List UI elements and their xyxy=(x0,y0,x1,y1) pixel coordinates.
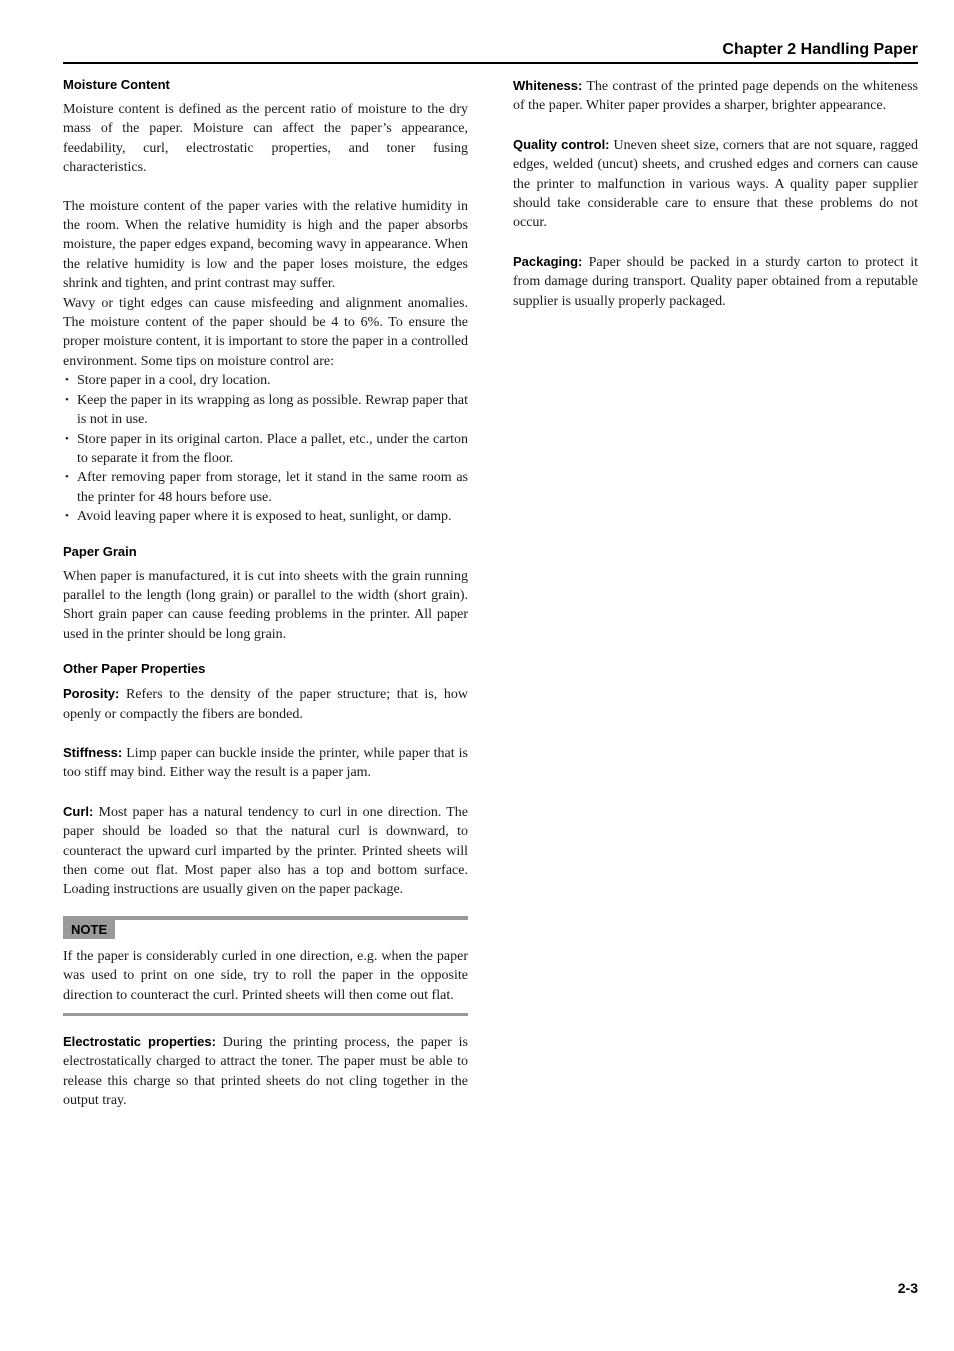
term-text: The contrast of the printed page depends on the whiteness of the paper. Whiter paper provides a sharper, brighter appearance. xyxy=(513,79,918,114)
term-label: Stiffness: xyxy=(63,744,123,760)
term-label: Curl: xyxy=(63,803,94,819)
term-text: Refers to the density of the paper structure; that is, how openly or compactly the fibers are bonded. xyxy=(63,687,468,722)
paragraph: The moisture content of the paper varies with the relative humidity in the room. When the relative humidity is high and the paper absorbs moisture, the paper edges expand, becoming wavy in appearance. When the relative humidity is low and the paper loses moisture, the edges shrink and tighten, and print contrast may suffer. xyxy=(63,198,468,292)
porosity-paragraph xyxy=(63,684,468,724)
moisture-tips-list xyxy=(63,371,468,526)
term-text: Most paper has a natural tendency to curl in one direction. The paper should be loaded so that the natural curl is downward, to counteract the upward curl imparted by the printer. Printed sheets will then come out flat. Most paper also has a top and bottom surface. Loading instructions are usually given on the paper package. xyxy=(63,804,468,898)
packaging-paragraph xyxy=(513,252,918,311)
term-label: Whiteness: xyxy=(513,78,583,93)
term-text: Limp paper can buckle inside the printer, while paper that is too stiff may bind. Either way the result is a paper jam. xyxy=(63,745,468,781)
term-text: Uneven sheet size, corners that are not square, ragged edges, welded (uncut) sheets, and crushed edges and corners can cause the printer to malfunction in various ways. A quality paper supplier should take considerable care to ensure that these problems do not occur. xyxy=(513,137,918,231)
stiffness-paragraph xyxy=(63,743,468,783)
term-label: Porosity: xyxy=(63,686,120,702)
term-label: Quality control: xyxy=(513,136,610,152)
note-box xyxy=(63,916,468,1016)
whiteness-paragraph xyxy=(513,76,918,116)
electrostatic-paragraph xyxy=(63,1032,468,1111)
paragraph: Wavy or tight edges can cause misfeeding and alignment anomalies. The moisture content of the paper should be 4 to 6%. To ensure the proper moisture content, it is important to store the paper in a controlled environment. Some tips on moisture control are: xyxy=(63,295,468,369)
section-heading-moisture: Moisture Content xyxy=(63,77,170,92)
left-column xyxy=(63,76,468,1111)
term-text: During the printing process, the paper is electrostatically charged to attract the toner. The paper must be able to release this charge so that printed sheets do not cling together in the output tray. xyxy=(63,1035,468,1109)
paragraph: Moisture content is defined as the percent ratio of moisture to the dry mass of the paper. Moisture can affect the paper’s appearance, feedability, curl, electrostatic properties, and toner fusing characteristics. xyxy=(63,102,468,176)
term-label: Electrostatic properties: xyxy=(63,1034,216,1050)
chapter-title: Chapter 2 Handling Paper xyxy=(722,41,918,58)
page-header xyxy=(63,40,918,64)
paragraph: When paper is manufactured, it is cut into sheets with the grain running parallel to the length (long grain) or parallel to the width (short grain). Short grain paper can cause feeding problems in the printer. All paper used in the printer should be long grain. xyxy=(63,568,468,642)
quality-control-paragraph xyxy=(513,135,918,233)
note-label: NOTE xyxy=(63,920,115,939)
list-item: • After removing paper from storage, let it stand in the same room as the printer for 48 hours before use. xyxy=(63,468,468,507)
list-item: • Store paper in a cool, dry location. xyxy=(63,371,468,390)
list-item: • Store paper in its original carton. Place a pallet, etc., under the carton to separate it from the floor. xyxy=(63,430,468,469)
section-heading-other: Other Paper Properties xyxy=(63,661,206,677)
right-column xyxy=(513,76,918,311)
term-label: Packaging: xyxy=(513,253,583,269)
page-number: 2-3 xyxy=(897,1280,918,1296)
section-heading-grain: Paper Grain xyxy=(63,543,137,559)
list-item: • Keep the paper in its wrapping as long as possible. Rewrap paper that is not in use. xyxy=(63,391,468,430)
note-text: If the paper is considerably curled in one direction, e.g. when the paper was used to print on one side, try to roll the paper in the opposite direction to counteract the curl. Printed sheets will then come out flat. xyxy=(63,948,468,1003)
term-text: Paper should be packed in a sturdy carton to protect it from damage during transport. Quality paper obtained from a reputable supplier is usually properly packaged. xyxy=(513,254,918,309)
curl-paragraph xyxy=(63,802,468,900)
list-item: • Avoid leaving paper where it is exposed to heat, sunlight, or damp. xyxy=(63,507,468,526)
